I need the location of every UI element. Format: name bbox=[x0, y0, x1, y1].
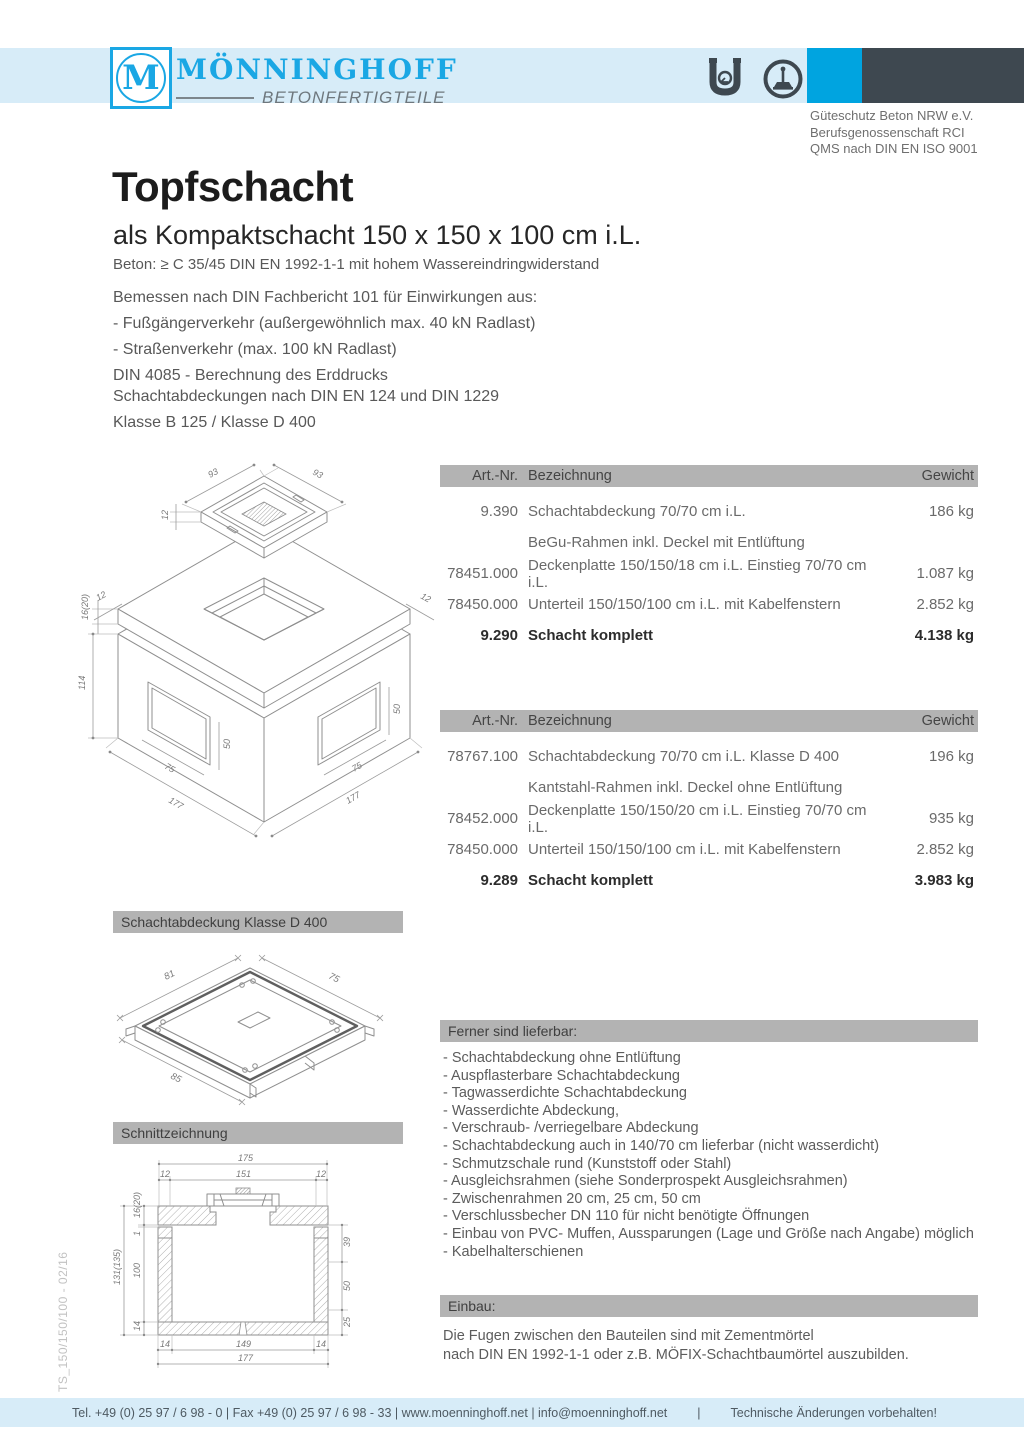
cert-line: QMS nach DIN EN ISO 9001 bbox=[810, 141, 978, 156]
design-line: - Straßenverkehr (max. 100 kN Radlast) bbox=[113, 341, 397, 358]
col-header-artnr: Art.-Nr. bbox=[472, 713, 518, 729]
exploded-isometric-drawing bbox=[64, 452, 444, 872]
svg-text:149: 149 bbox=[236, 1339, 252, 1349]
header-accent-block bbox=[807, 48, 862, 103]
table-row: BeGu-Rahmen inkl. Deckel mit Entlüftung bbox=[528, 534, 805, 551]
list-item: - Verschraub- /verriegelbare Abdeckung bbox=[443, 1120, 699, 1137]
brand-rule bbox=[176, 97, 254, 99]
design-line: Bemessen nach DIN Fachbericht 101 für Einwirkungen aus: bbox=[113, 289, 538, 306]
list-item: - Zwischenrahmen 20 cm, 25 cm, 50 cm bbox=[443, 1190, 701, 1207]
svg-text:175: 175 bbox=[238, 1153, 254, 1163]
design-line: - Fußgängerverkehr (außergewöhnlich max. 40 kN Radlast) bbox=[113, 315, 536, 332]
svg-text:151: 151 bbox=[236, 1169, 252, 1179]
certification-text bbox=[810, 108, 978, 158]
svg-text:114: 114 bbox=[77, 675, 87, 690]
list-item: - Tagwasserdichte Schachtabdeckung bbox=[443, 1085, 687, 1102]
svg-text:93: 93 bbox=[206, 466, 220, 480]
cover-standard-paragraph bbox=[113, 384, 499, 436]
svg-text:12: 12 bbox=[160, 509, 170, 520]
col-header-bezeichnung: Bezeichnung bbox=[528, 713, 612, 729]
section-bar-schnitt: Schnittzeichnung bbox=[113, 1122, 403, 1144]
company-logo bbox=[110, 47, 172, 109]
installation-note bbox=[443, 1327, 909, 1365]
col-header-gewicht: Gewicht bbox=[921, 468, 974, 484]
list-item: - Ausgleichsrahmen (siehe Sonderprospekt Ausgleichsrahmen) bbox=[443, 1173, 848, 1190]
table-header bbox=[440, 710, 978, 732]
svg-text:100: 100 bbox=[132, 1262, 142, 1278]
svg-text:81: 81 bbox=[162, 968, 177, 983]
svg-text:75: 75 bbox=[350, 760, 364, 774]
list-item: - Wasserdichte Abdeckung, bbox=[443, 1102, 619, 1119]
list-item: - Auspflasterbare Schachtabdeckung bbox=[443, 1067, 680, 1084]
svg-text:14: 14 bbox=[316, 1339, 327, 1349]
concrete-spec-line: Beton: ≥ C 35/45 DIN EN 1992-1-1 mit hohem Wassereindringwiderstand bbox=[113, 256, 600, 273]
svg-text:12: 12 bbox=[160, 1169, 171, 1179]
cover-line: Schachtabdeckungen nach DIN EN 124 und DIN 1229 bbox=[113, 388, 500, 405]
svg-text:93: 93 bbox=[311, 466, 325, 481]
svg-text:14: 14 bbox=[160, 1339, 171, 1349]
table-row: 78451.000 Deckenplatte 150/150/18 cm i.L. Einstieg 70/70 cm i.L. 1.087 kg bbox=[447, 556, 974, 591]
cert-line: Güteschutz Beton NRW e.V. bbox=[810, 108, 974, 123]
table-header bbox=[440, 465, 978, 487]
cross-section-drawing bbox=[110, 1150, 390, 1380]
brand-name: MÖNNINGHOFF bbox=[176, 53, 458, 86]
col-header-gewicht: Gewicht bbox=[921, 713, 974, 729]
design-line: DIN 4085 - Berechnung des Erddrucks bbox=[113, 367, 388, 384]
table-row: Kantstahl-Rahmen inkl. Deckel ohne Entlüftung bbox=[528, 779, 843, 796]
d400-cover-drawing bbox=[100, 938, 440, 1118]
table-row: 78450.000 Unterteil 150/150/100 cm i.L. mit Kabelfenstern 2.852 kg bbox=[447, 596, 974, 613]
footer-separator: | bbox=[697, 1405, 701, 1420]
list-item: - Kabelhalterschienen bbox=[443, 1243, 584, 1260]
cert-line: Berufsgenossenschaft RCI bbox=[810, 124, 965, 140]
table-row: 78450.000 Unterteil 150/150/100 cm i.L. mit Kabelfenstern 2.852 kg bbox=[447, 841, 974, 858]
deliverables-list bbox=[443, 1050, 974, 1261]
list-item: - Schachtabdeckung auch in 140/70 cm lieferbar (nicht wasserdicht) bbox=[443, 1137, 880, 1154]
logo-circle-icon bbox=[116, 53, 166, 103]
svg-text:39: 39 bbox=[342, 1236, 352, 1247]
svg-text:12: 12 bbox=[316, 1169, 327, 1179]
svg-text:12: 12 bbox=[94, 589, 108, 603]
svg-text:50: 50 bbox=[342, 1280, 352, 1291]
svg-text:177: 177 bbox=[238, 1353, 254, 1363]
section-bar-d400: Schachtabdeckung Klasse D 400 bbox=[113, 911, 403, 933]
page-subtitle: als Kompaktschacht 150 x 150 x 100 cm i.L. bbox=[113, 220, 642, 250]
cover-assembly bbox=[207, 1188, 279, 1206]
list-item: - Schachtabdeckung ohne Entlüftung bbox=[443, 1050, 681, 1066]
brand-sub-text: BETONFERTIGTEILE bbox=[262, 88, 446, 107]
svg-text:50: 50 bbox=[392, 703, 402, 714]
table-row: 9.390 Schachtabdeckung 70/70 cm i.L. 186 kg bbox=[480, 503, 974, 520]
installation-line: Die Fugen zwischen den Bauteilen sind mit Zementmörtel bbox=[443, 1328, 814, 1344]
table-row: 78767.100 Schachtabdeckung 70/70 cm i.L. Klasse D 400 196 kg bbox=[447, 748, 974, 765]
svg-text:75: 75 bbox=[163, 761, 177, 775]
table-row-total: 9.290 Schacht komplett 4.138 kg bbox=[480, 627, 974, 644]
svg-text:177: 177 bbox=[344, 789, 363, 806]
footer-note: Technische Änderungen vorbehalten! bbox=[730, 1405, 937, 1420]
page-title: Topfschacht bbox=[112, 163, 354, 210]
svg-text:16(20): 16(20) bbox=[132, 1191, 142, 1218]
section-bar-einbau: Einbau: bbox=[440, 1295, 978, 1317]
design-paragraph bbox=[113, 285, 537, 389]
list-item: - Einbau von PVC- Muffen, Aussparungen (Lage und Größe nach Angabe) möglich bbox=[443, 1225, 974, 1242]
document-code-label: TS_150/150/100 - 02/16 bbox=[56, 1251, 70, 1392]
svg-text:25: 25 bbox=[342, 1316, 352, 1327]
list-item: - Schmutzschale rund (Kunststoff oder Stahl) bbox=[443, 1155, 732, 1172]
shaft-cover-drawing bbox=[201, 476, 327, 558]
gueteschutz-u-mark-icon bbox=[703, 58, 747, 100]
installation-line: nach DIN EN 1992-1-1 oder z.B. MÖFIX-Schachtbaumörtel auszubilden. bbox=[443, 1347, 909, 1363]
svg-text:14: 14 bbox=[132, 1320, 142, 1331]
col-header-bezeichnung: Bezeichnung bbox=[528, 468, 612, 484]
header-dark-block bbox=[862, 48, 1024, 103]
list-item: - Verschlussbecher DN 110 für nicht benötigte Öffnungen bbox=[443, 1208, 810, 1225]
svg-text:85: 85 bbox=[168, 1070, 184, 1086]
svg-text:16(20): 16(20) bbox=[80, 593, 90, 620]
footer-contact: Tel. +49 (0) 25 97 / 6 98 - 0 | Fax +49 (0) 25 97 / 6 98 - 33 | www.moenninghoff.net | info@moenninghoff.net bbox=[72, 1405, 668, 1420]
footer-bar bbox=[0, 1398, 1024, 1427]
cover-line: Klasse B 125 / Klasse D 400 bbox=[113, 414, 316, 431]
svg-text:50: 50 bbox=[222, 738, 232, 749]
table-row: 78452.000 Deckenplatte 150/150/20 cm i.L. Einstieg 70/70 cm i.L. 935 kg bbox=[447, 801, 974, 836]
svg-text:75: 75 bbox=[326, 970, 342, 986]
svg-text:12: 12 bbox=[419, 590, 433, 605]
parts-table-b125 bbox=[440, 465, 978, 651]
section-bar-ferner: Ferner sind lieferbar: bbox=[440, 1020, 978, 1042]
berufsgenossenschaft-icon bbox=[762, 58, 804, 100]
table-row-total: 9.289 Schacht komplett 3.983 kg bbox=[480, 872, 974, 889]
svg-text:1: 1 bbox=[132, 1230, 142, 1236]
col-header-artnr: Art.-Nr. bbox=[472, 468, 518, 484]
svg-text:131(135): 131(135) bbox=[112, 1248, 122, 1285]
parts-table-d400 bbox=[440, 710, 978, 896]
brand-subline bbox=[176, 88, 446, 108]
svg-text:177: 177 bbox=[167, 795, 186, 812]
logo-letter: M bbox=[122, 58, 160, 98]
